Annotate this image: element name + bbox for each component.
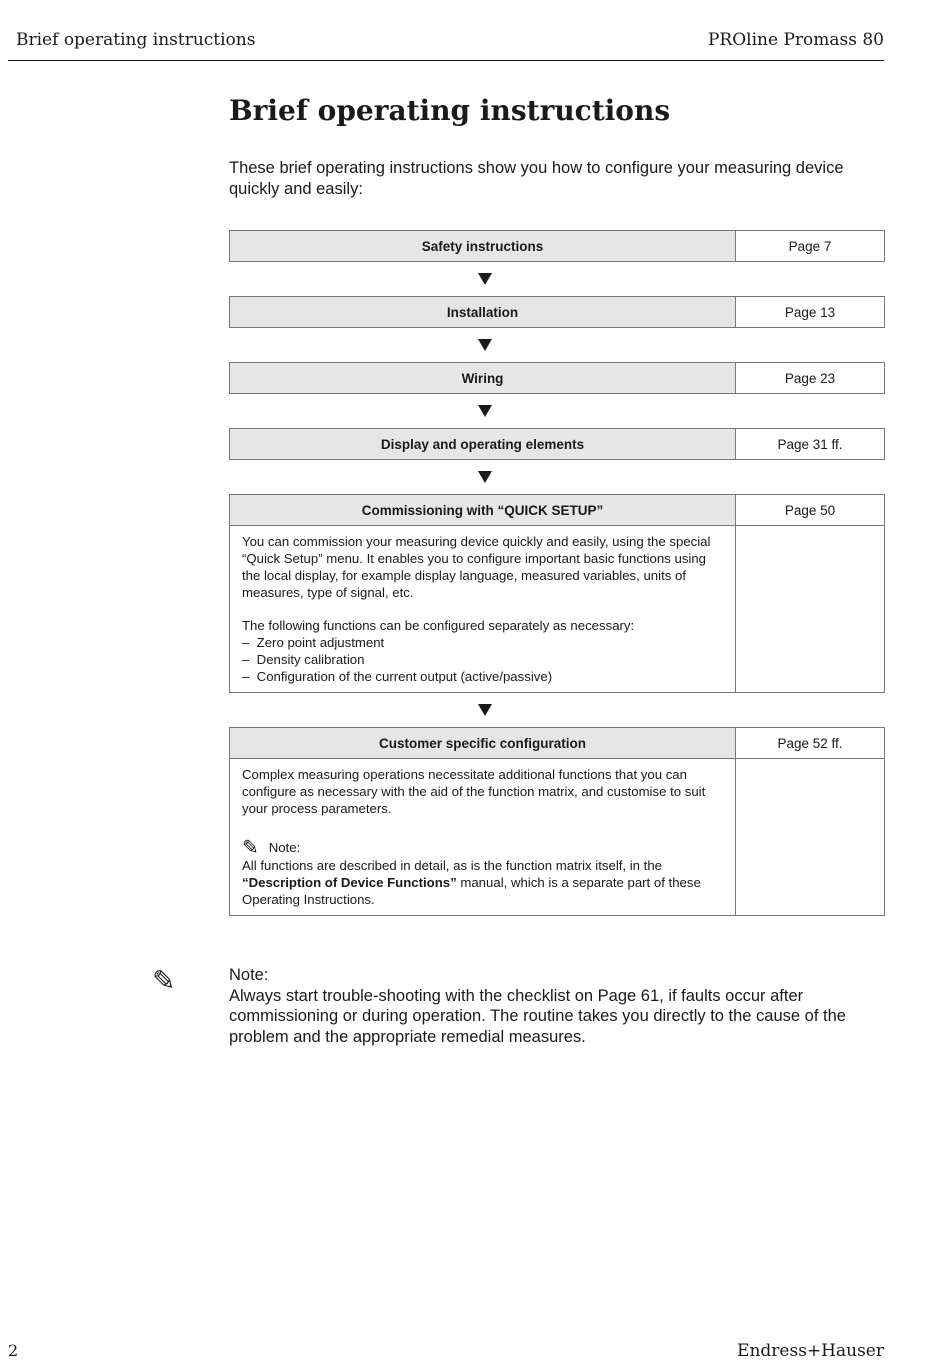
- step-page-ref: Page 31 ff.: [736, 429, 885, 460]
- pencil-icon: ✎: [152, 965, 176, 996]
- list-item: – Density calibration: [242, 651, 723, 668]
- step-page-ref: Page 50: [736, 495, 885, 526]
- inline-note: [242, 839, 723, 908]
- step-display: [229, 428, 885, 460]
- step-page-ref: Page 7: [736, 231, 885, 262]
- step-label: Installation: [230, 297, 736, 328]
- arrow-down-icon: [229, 262, 741, 296]
- step-page-ref: Page 52 ff.: [736, 728, 885, 759]
- step-label: Wiring: [230, 363, 736, 394]
- page-number: 2: [8, 1341, 19, 1360]
- step-label: Customer specific configuration: [230, 728, 736, 759]
- note-text: Always start trouble-shooting with the checklist on Page 61, if faults occur after commissioning or during operation. The routine takes you directly to the cause of the problem and the appropriate remedial measures.: [229, 986, 846, 1046]
- empty-cell: [736, 759, 885, 916]
- pencil-icon: ✎: [242, 837, 259, 859]
- brand-logo: Endress+Hauser: [737, 1341, 884, 1361]
- note-label: Note:: [229, 966, 269, 984]
- step-page-ref: Page 23: [736, 363, 885, 394]
- header-divider: [8, 60, 884, 61]
- header-right-product: PROline Promass 80: [707, 30, 884, 50]
- commissioning-function-list: [242, 634, 723, 685]
- commissioning-functions-intro: The following functions can be configured separately as necessary:: [242, 618, 635, 633]
- step-safety: [229, 230, 885, 262]
- arrow-down-icon: [229, 460, 741, 494]
- commissioning-paragraph: You can commission your measuring device quickly and easily, using the special “Quick Setup” menu. It enables you to configure important basic functions using the local display, for example display language, measured variables, units of measures, type of signal, etc.: [242, 534, 711, 600]
- inline-note-text-post: manual, which is a separate part of these Operating Instructions.: [242, 875, 701, 907]
- intro-text: These brief operating instructions show you how to configure your measuring device quickly and easily:: [229, 159, 844, 198]
- step-wiring: [229, 362, 885, 394]
- list-item: – Zero point adjustment: [242, 634, 723, 651]
- arrow-down-icon: [229, 693, 741, 727]
- config-paragraph: Complex measuring operations necessitate additional functions that you can configure as necessary with the aid of the function matrix, and customise to suit your process parameters.: [242, 767, 706, 816]
- step-description: [230, 526, 736, 693]
- step-commissioning: [229, 494, 885, 693]
- step-description: [230, 759, 736, 916]
- empty-cell: [736, 526, 885, 693]
- step-label: Commissioning with “QUICK SETUP”: [230, 495, 736, 526]
- inline-note-text-pre: All functions are described in detail, as is the function matrix itself, in the: [242, 858, 663, 873]
- list-item: – Configuration of the current output (active/passive): [242, 668, 723, 685]
- troubleshooting-note: [229, 965, 889, 1047]
- step-label: Display and operating elements: [230, 429, 736, 460]
- header-left-title: Brief operating instructions: [16, 30, 256, 50]
- arrow-down-icon: [229, 394, 741, 428]
- step-installation: [229, 296, 885, 328]
- step-label: Safety instructions: [230, 231, 736, 262]
- arrow-down-icon: [229, 328, 741, 362]
- inline-note-label: Note:: [268, 840, 301, 855]
- step-customer-config: [229, 727, 885, 916]
- flow-chart: [229, 230, 885, 916]
- step-page-ref: Page 13: [736, 297, 885, 328]
- inline-note-manual-title: “Description of Device Functions”: [242, 875, 457, 890]
- page-title: Brief operating instructions: [229, 94, 671, 127]
